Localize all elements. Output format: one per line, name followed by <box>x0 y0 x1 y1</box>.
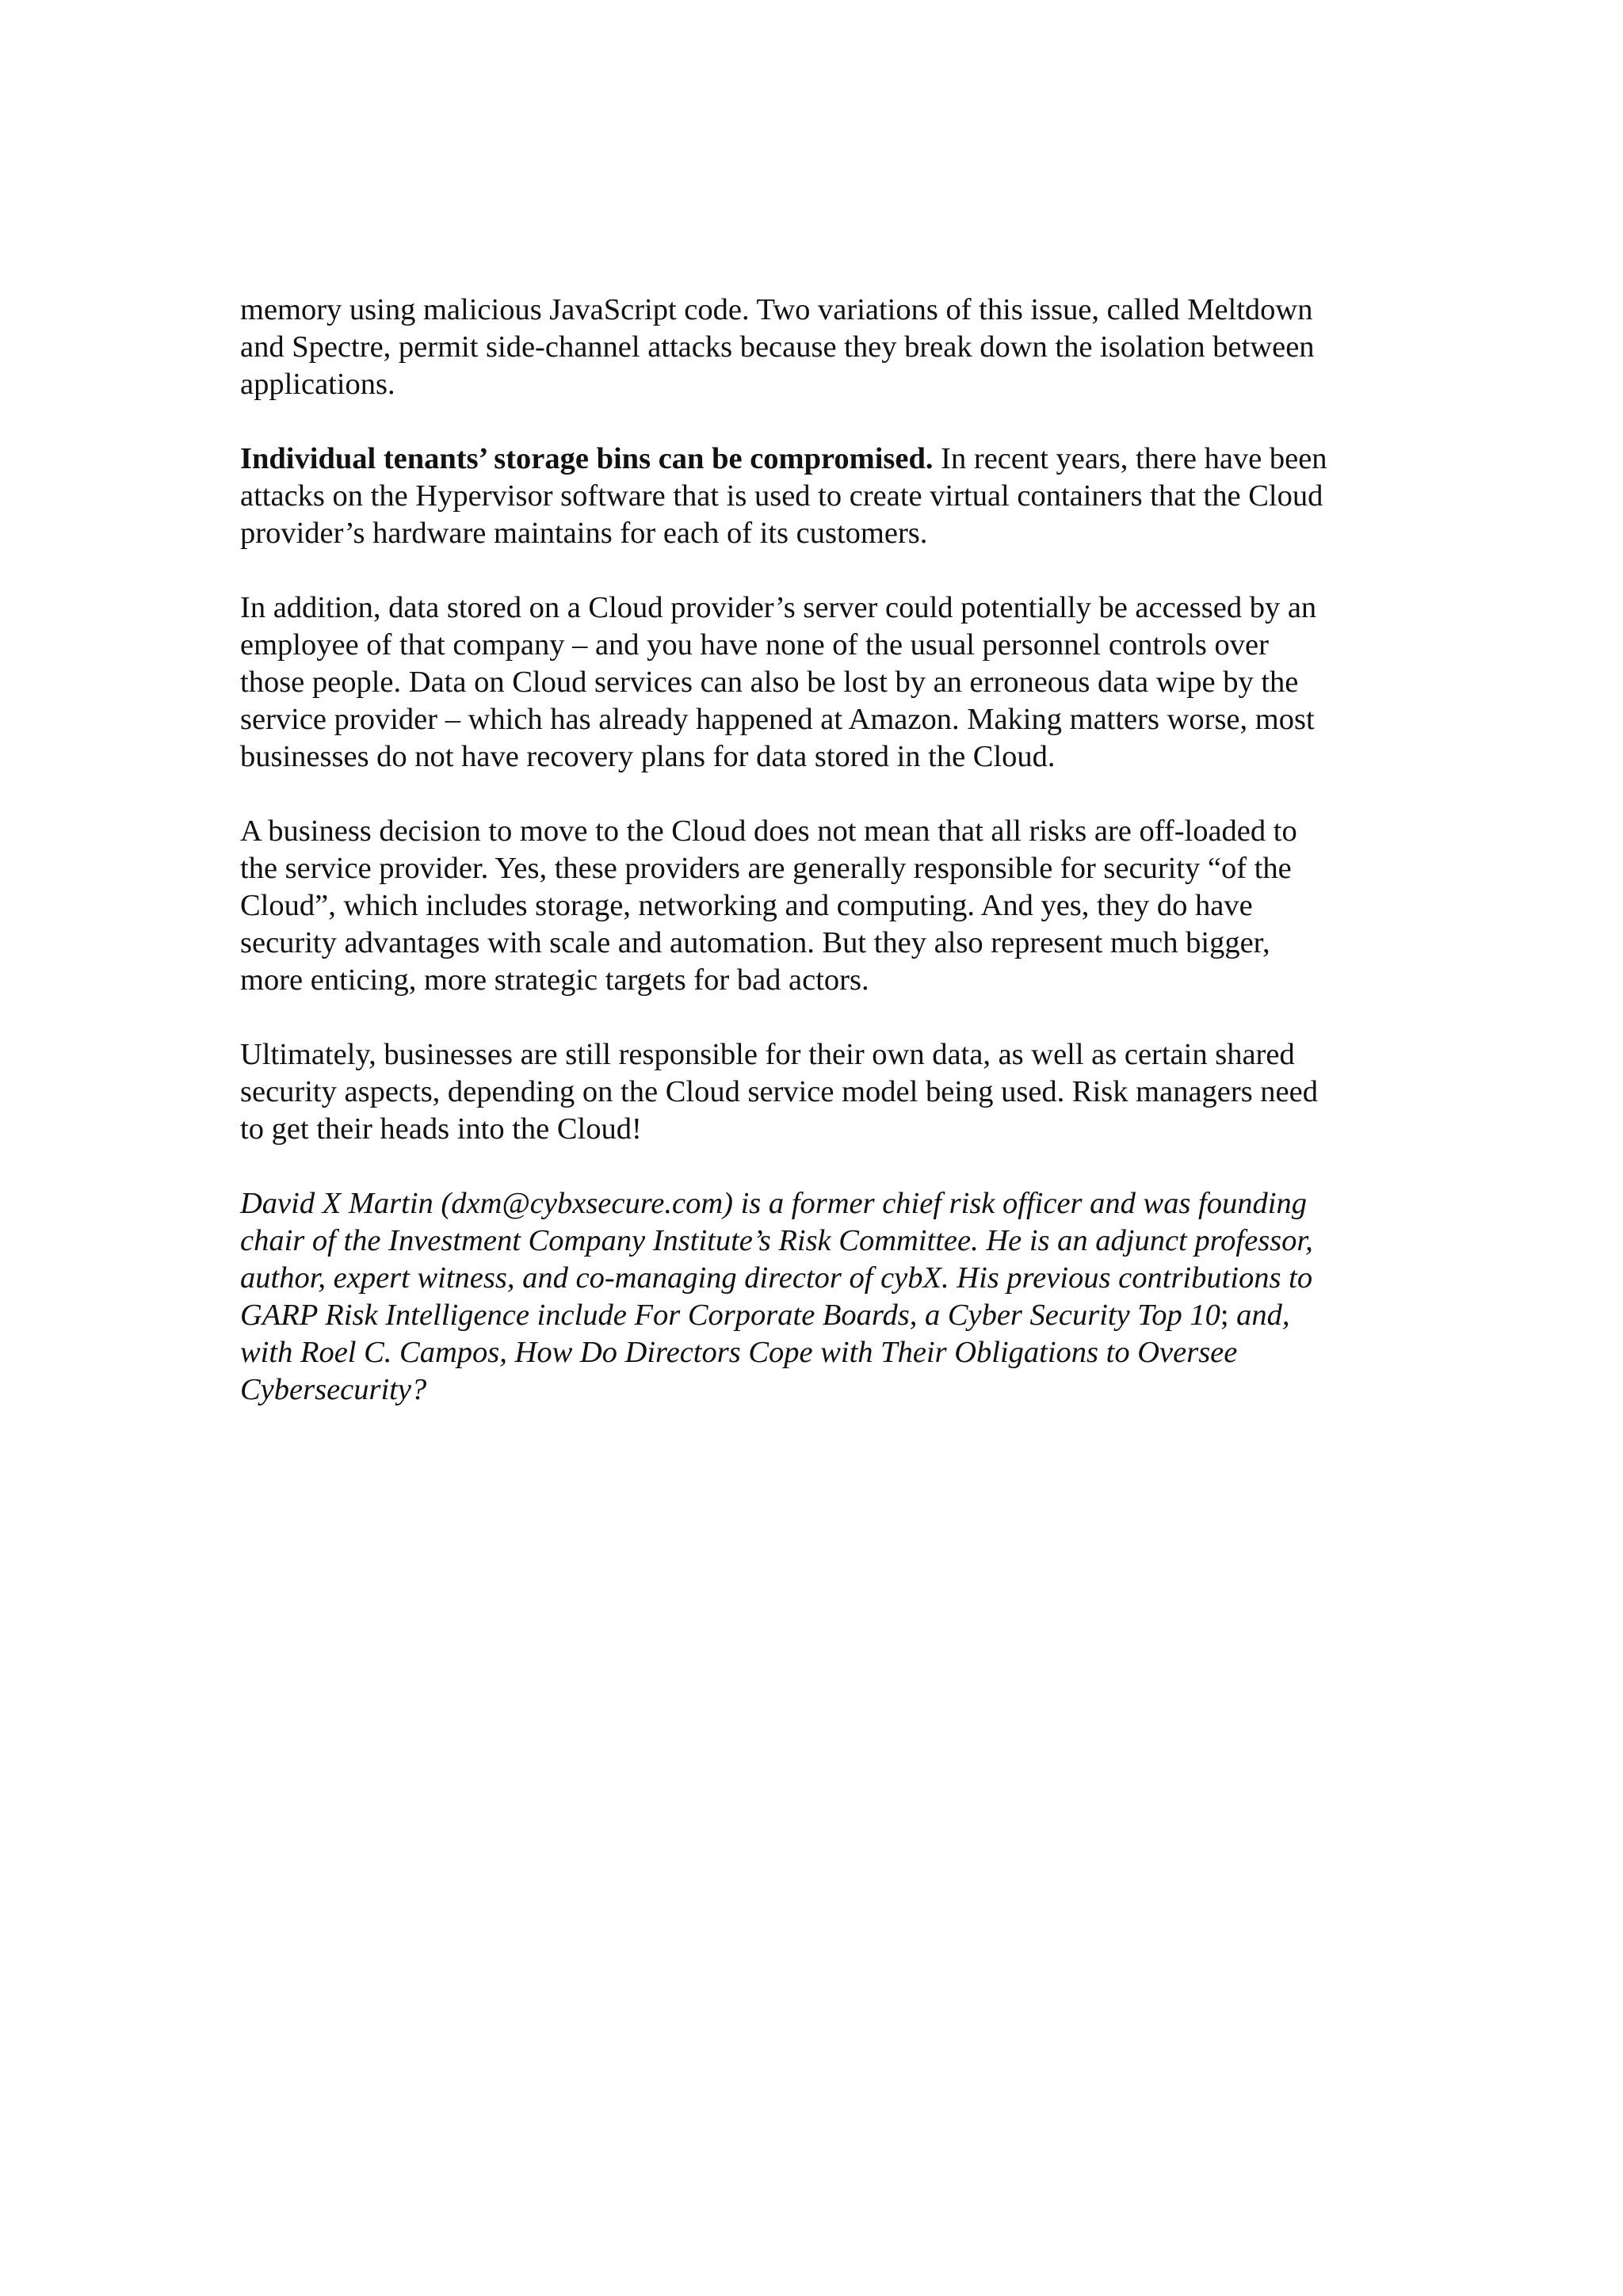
paragraph-meltdown-spectre: memory using malicious JavaScript code. Two variations of this issue, called Meltdown and Spectre, permit side-channel attacks because they break down the isolation between applications. <box>240 293 1315 401</box>
paragraph-body-text: In recent years, there have been attacks on the Hypervisor software that is used to create virtual containers that the Cloud provider’s hardware maintains for each of its customers. <box>240 442 1327 550</box>
paragraph-business-decision: A business decision to move to the Cloud does not mean that all risks are off-loaded to the service provider. Yes, these providers are generally responsible for security “of the Cloud”, which includes storage, networking and computing. And yes, they do have security advantages with scale and automation. But they also represent much bigger, more enticing, more strategic targets for bad actors. <box>240 814 1297 997</box>
paragraph-provider-employees: In addition, data stored on a Cloud provider’s server could potentially be accessed by an employee of that company – and you have none of the usual personnel controls over those people. Data on Cloud services can also be lost by an erroneous data wipe by the service provider – which has already happened at Amazon. Making matters worse, most businesses do not have recovery plans for data stored in the Cloud. <box>240 591 1317 773</box>
author-bio-part-1: David X Martin (dxm@cybxsecure.com) is a former chief risk officer and was founding chair of the Investment Company Institute’s Risk Committee. He is an adjunct professor, author, expert witness, and co-managing director of cybX. His previous contributions to GARP Risk Intelligence include For Corporate Boards, a Cyber Security Top 10 <box>240 1187 1313 1332</box>
paragraph-lead-heading: Individual tenants’ storage bins can be compromised. <box>240 442 934 475</box>
author-bio <box>240 1185 1397 1409</box>
paragraph-tenant-storage <box>240 441 1397 552</box>
article-body <box>240 292 1397 1446</box>
author-bio-semicolon: ; <box>1220 1299 1229 1332</box>
author-bio-part-2: and, with Roel C. Campos, How Do Directors Cope with Their Obligations to Oversee Cybersecurity? <box>240 1299 1290 1406</box>
paragraph-conclusion: Ultimately, businesses are still responsible for their own data, as well as certain shared security aspects, depending on the Cloud service model being used. Risk managers need to get their heads into the Cloud! <box>240 1038 1318 1146</box>
